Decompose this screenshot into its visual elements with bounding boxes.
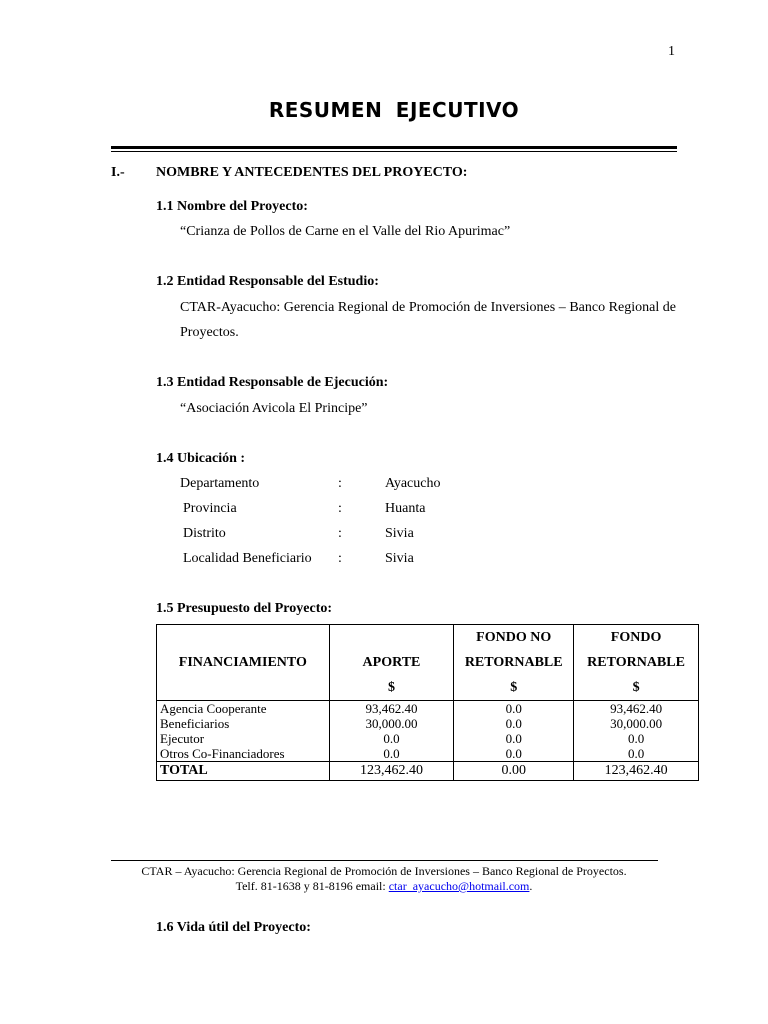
location-value: Huanta: [385, 501, 426, 516]
table-row: [157, 746, 699, 762]
location-colon: :: [338, 501, 342, 516]
study-entity-text: CTAR-Ayacucho: Gerencia Regional de Promoción de Inversiones – Banco Regional de Proyectos.: [180, 300, 676, 340]
location-colon: :: [338, 526, 342, 541]
heading-location: 1.4 Ubicación :: [156, 451, 246, 466]
location-label: Departamento: [180, 476, 260, 491]
heading-useful-life: 1.6 Vida útil del Proyecto:: [156, 920, 311, 935]
footer-line-1: CTAR – Ayacucho: Gerencia Regional de Promoción de Inversiones – Banco Regional de Proyectos.: [141, 864, 627, 878]
heading-study-entity: 1.2 Entidad Responsable del Estudio:: [156, 274, 379, 289]
row-aporte: 0.0: [329, 731, 454, 746]
location-value: Sivia: [385, 526, 414, 541]
table-row: [157, 701, 699, 717]
header-fr-line2: RETORNABLE: [587, 655, 685, 670]
footer-line-2: [0, 879, 768, 894]
execution-entity-text: “Asociación Avicola El Principe”: [180, 401, 368, 416]
header-fr-unit: $: [632, 680, 640, 695]
heading-execution-entity: 1.3 Entidad Responsable de Ejecución:: [156, 375, 389, 390]
header-fondo-retornable: [574, 625, 699, 701]
location-value: Ayacucho: [385, 476, 441, 491]
location-label: Provincia: [183, 501, 237, 516]
row-fr: 0.0: [574, 731, 699, 746]
location-colon: :: [338, 476, 342, 491]
total-aporte: 123,462.40: [329, 762, 454, 781]
title-rule-thick: [111, 146, 677, 149]
row-fr: 93,462.40: [574, 701, 699, 717]
row-fr: 30,000.00: [574, 716, 699, 731]
total-fnr: 0.00: [454, 762, 574, 781]
page-number: 1: [668, 44, 675, 59]
header-fnr-unit: $: [510, 680, 518, 695]
row-aporte: 0.0: [329, 746, 454, 762]
header-financiamiento: FINANCIAMIENTO: [157, 625, 330, 701]
total-label: TOTAL: [157, 762, 330, 781]
footer-phone: Telf. 81-1638 y 81-8196 email:: [235, 879, 389, 893]
row-aporte: 93,462.40: [329, 701, 454, 717]
location-label: Localidad Beneficiario: [183, 551, 312, 566]
footer-trailing: .: [529, 879, 533, 893]
row-label: Ejecutor: [157, 731, 330, 746]
footer-email-link[interactable]: ctar_ayacucho@hotmail.com: [388, 879, 530, 893]
total-fr: 123,462.40: [574, 762, 699, 781]
header-fondo-no-retornable: [454, 625, 574, 701]
footer-rule: [111, 860, 658, 861]
header-aporte-label: APORTE: [362, 655, 421, 670]
project-name-text: “Crianza de Pollos de Carne en el Valle del Rio Apurimac”: [180, 224, 511, 239]
row-fnr: 0.0: [454, 701, 574, 717]
section-number: I.-: [111, 165, 125, 180]
location-label: Distrito: [183, 526, 226, 541]
location-colon: :: [338, 551, 342, 566]
row-label: Otros Co-Financiadores: [157, 746, 330, 762]
header-fr-line1: FONDO: [610, 630, 662, 645]
budget-table: [156, 624, 699, 781]
row-label: Beneficiarios: [157, 716, 330, 731]
row-fr: 0.0: [574, 746, 699, 762]
section-title: NOMBRE Y ANTECEDENTES DEL PROYECTO:: [156, 165, 468, 180]
location-value: Sivia: [385, 551, 414, 566]
row-label: Agencia Cooperante: [157, 701, 330, 717]
document-title: RESUMEN EJECUTIVO: [268, 98, 520, 122]
header-aporte-unit: $: [387, 680, 395, 695]
heading-budget: 1.5 Presupuesto del Proyecto:: [156, 601, 333, 616]
header-fnr-line2: RETORNABLE: [464, 655, 563, 670]
title-rule-thin: [111, 151, 677, 152]
table-row: [157, 716, 699, 731]
row-fnr: 0.0: [454, 716, 574, 731]
total-row: [157, 762, 699, 781]
budget-header-row: [157, 625, 699, 701]
row-fnr: 0.0: [454, 746, 574, 762]
heading-project-name: 1.1 Nombre del Proyecto:: [156, 199, 308, 214]
header-aporte: [329, 625, 454, 701]
row-fnr: 0.0: [454, 731, 574, 746]
header-fnr-line1: FONDO NO: [476, 630, 552, 645]
row-aporte: 30,000.00: [329, 716, 454, 731]
table-row: [157, 731, 699, 746]
